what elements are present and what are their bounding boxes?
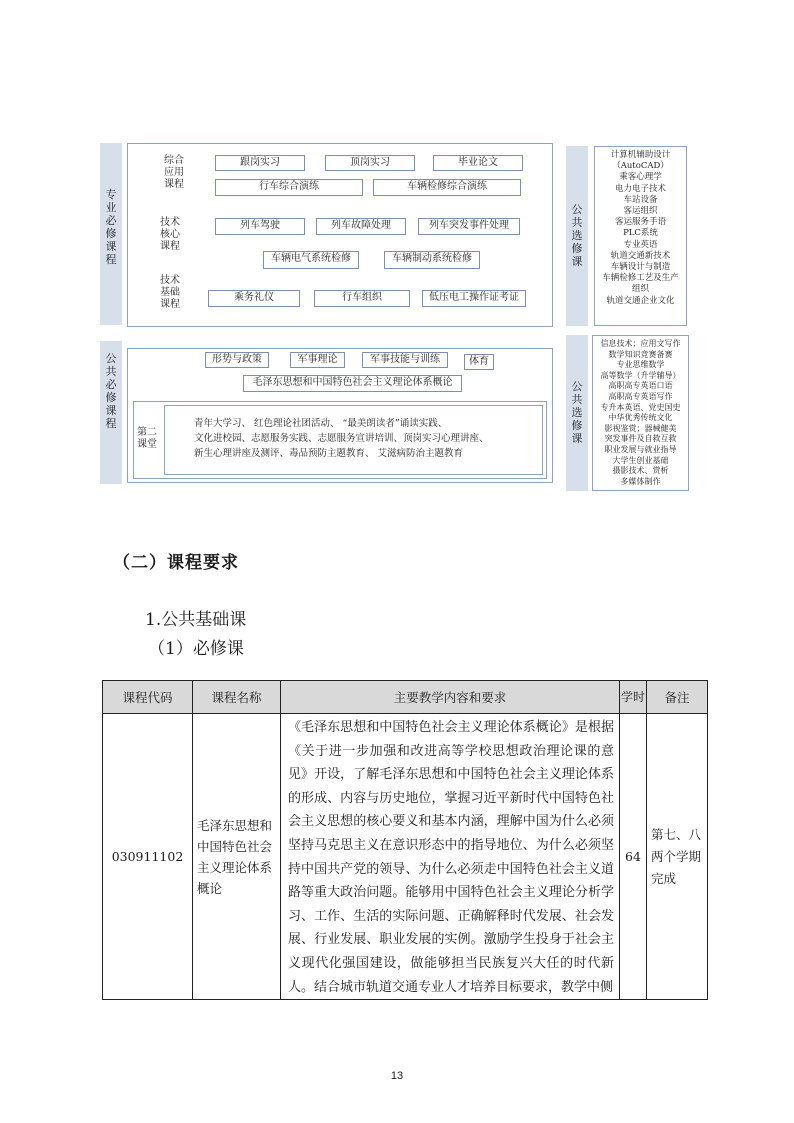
professional-required-label: 专业必修课程 [105,188,117,266]
course-box: 军事技能与训练 [362,352,448,368]
course-box: 列车故障处理 [316,218,406,235]
elective-item: 大学生创业基础 [612,455,669,465]
elective-item: 车辆设计与制造 [610,262,671,273]
elective-item: 中华优秀传统文化 [608,413,673,423]
elective-item: 客运服务手语 [614,217,666,228]
group-core-label: 技术核心课程 [160,217,180,252]
course-table [102,680,708,1000]
elective-item: 轨道交通企业文化 [606,295,675,306]
elective-item: 乘客心理学 [619,172,662,183]
elective-item: 计算机辅助设计 [610,150,671,160]
table-header-row [103,681,708,714]
elective-item: 摄影技术、赏析 [612,466,669,476]
second-classroom-activities [194,416,489,461]
course-box: 车辆制动系统检修 [384,251,480,269]
elective-item: 专业思维数学 [616,360,665,370]
course-note: 第七、八两个学期完成 [647,714,708,1000]
course-content: 《毛泽东思想和中国特色社会主义理论体系概论》是根据《关于进一步加强和改进高等学校思想政治理论课的意见》开设，了解毛泽东思想和中国特色社会主义理论体系的形成、内容与历史地位，掌握习近平新时代中国特色社会主义思想的核心要义和基本内涵，理解中国为什么必须坚持马克思主义在意识形态中的指导地位、为什么必须坚持中国共产党的领导、为什么必须走中国特色社会主义道路等重大政治问题。能够用中国特色社会主义理论分析学习、工作、生活的实际问题、正确解释时代发展、社会发展、行业发展、职业发展的实例。激励学生投身于社会主义现代化强国建设，做能够担当民族复兴大任的时代新人。结合城市轨道交通专业人才培养目标要求，教学中侧 [281,714,620,1000]
subsection-heading: 1.公共基础课 [145,610,247,630]
course-box: 行车组织 [314,290,410,307]
elective-item: 信息技术；应用文写作 [600,339,681,348]
table-row [103,714,708,1000]
course-box: 跟岗实习 [215,155,305,171]
activity-line: 青年大学习、 红色理论社团活动、 “最美朗读者”诵读实践、 [194,418,448,429]
elective-course-list-1 [594,146,687,326]
elective-item: PLC系统 [623,228,658,239]
public-required-label: 公共必修课程 [105,352,117,430]
col-header-note: 备注 [647,681,708,714]
elective-course-list-2 [592,335,689,491]
course-box: 行车综合演练 [215,179,363,196]
elective-item: 车站设备 [623,194,658,205]
elective-item: 数学知识竞赛备赛 [608,349,673,359]
course-box: 顶岗实习 [325,155,415,171]
elective-item: 职业发展与就业指导 [604,444,677,454]
elective-item: 轨道交通新技术 [610,250,671,261]
course-box: 列车驾驶 [215,218,305,235]
elective-item: 多媒体制作 [620,476,661,486]
elective-item: 专业英语 [623,239,658,250]
activity-line: 新生心理讲座及测评、毒品预防主题教育、 艾滋病防治主题教育 [194,448,464,459]
section-heading: （二）课程要求 [113,553,239,573]
course-box: 体育 [464,354,494,370]
elective-item: 客运组织 [623,206,658,217]
elective-item: 专升本英语、党史国史 [600,402,681,412]
course-box: 车辆电气系统检修 [263,251,359,269]
col-header-content: 主要教学内容和要求 [281,681,620,714]
course-box: 列车突发事件处理 [418,218,520,235]
elective-item: 高职高专英语口语 [608,381,673,391]
elective-item: 高等数学（升学辅导） [600,370,681,380]
course-box: 乘务礼仪 [208,290,300,307]
course-box: 军事理论 [290,352,345,368]
elective-item: （AutoCAD） [612,161,669,172]
col-header-hours: 学时 [620,681,647,714]
course-hours: 64 [620,714,647,1000]
col-header-code: 课程代码 [103,681,193,714]
course-name: 毛泽东思想和中国特色社会主义理论体系概论 [193,714,281,1000]
course-box: 车辆检修综合演练 [373,179,521,196]
course-box: 形势与政策 [205,352,269,368]
col-header-name: 课程名称 [193,681,281,714]
course-box: 毕业论文 [433,155,523,171]
elective-item: 影视鉴赏；器械健美 [604,423,677,433]
public-elective-label-1: 公共选修课 [571,203,583,268]
course-box: 毛泽东思想和中国特色社会主义理论体系概论 [243,375,462,392]
elective-item: 突发事件及自救互救 [604,434,677,444]
course-box: 低压电工操作证考证 [422,290,526,307]
elective-item: 车辆检修工艺及生产 [602,273,679,284]
subsubsection-heading: （1）必修课 [148,639,244,659]
elective-item: 组织 [631,284,649,295]
second-classroom-label: 第二课堂 [137,427,157,450]
activity-line: 文化进校园、志愿服务实践、志愿服务宣讲培训、顶岗实习心理讲座、 [194,433,489,444]
course-code: 030911102 [103,714,193,1000]
page-number: 13 [390,1070,404,1082]
public-elective-label-2: 公共选修课 [571,380,583,445]
group-basic-label: 技术基础课程 [160,275,180,310]
elective-item: 电力电子技术 [614,183,666,194]
group-comprehensive-label: 综合应用课程 [164,155,184,190]
elective-item: 高职高专英语写作 [608,391,673,401]
